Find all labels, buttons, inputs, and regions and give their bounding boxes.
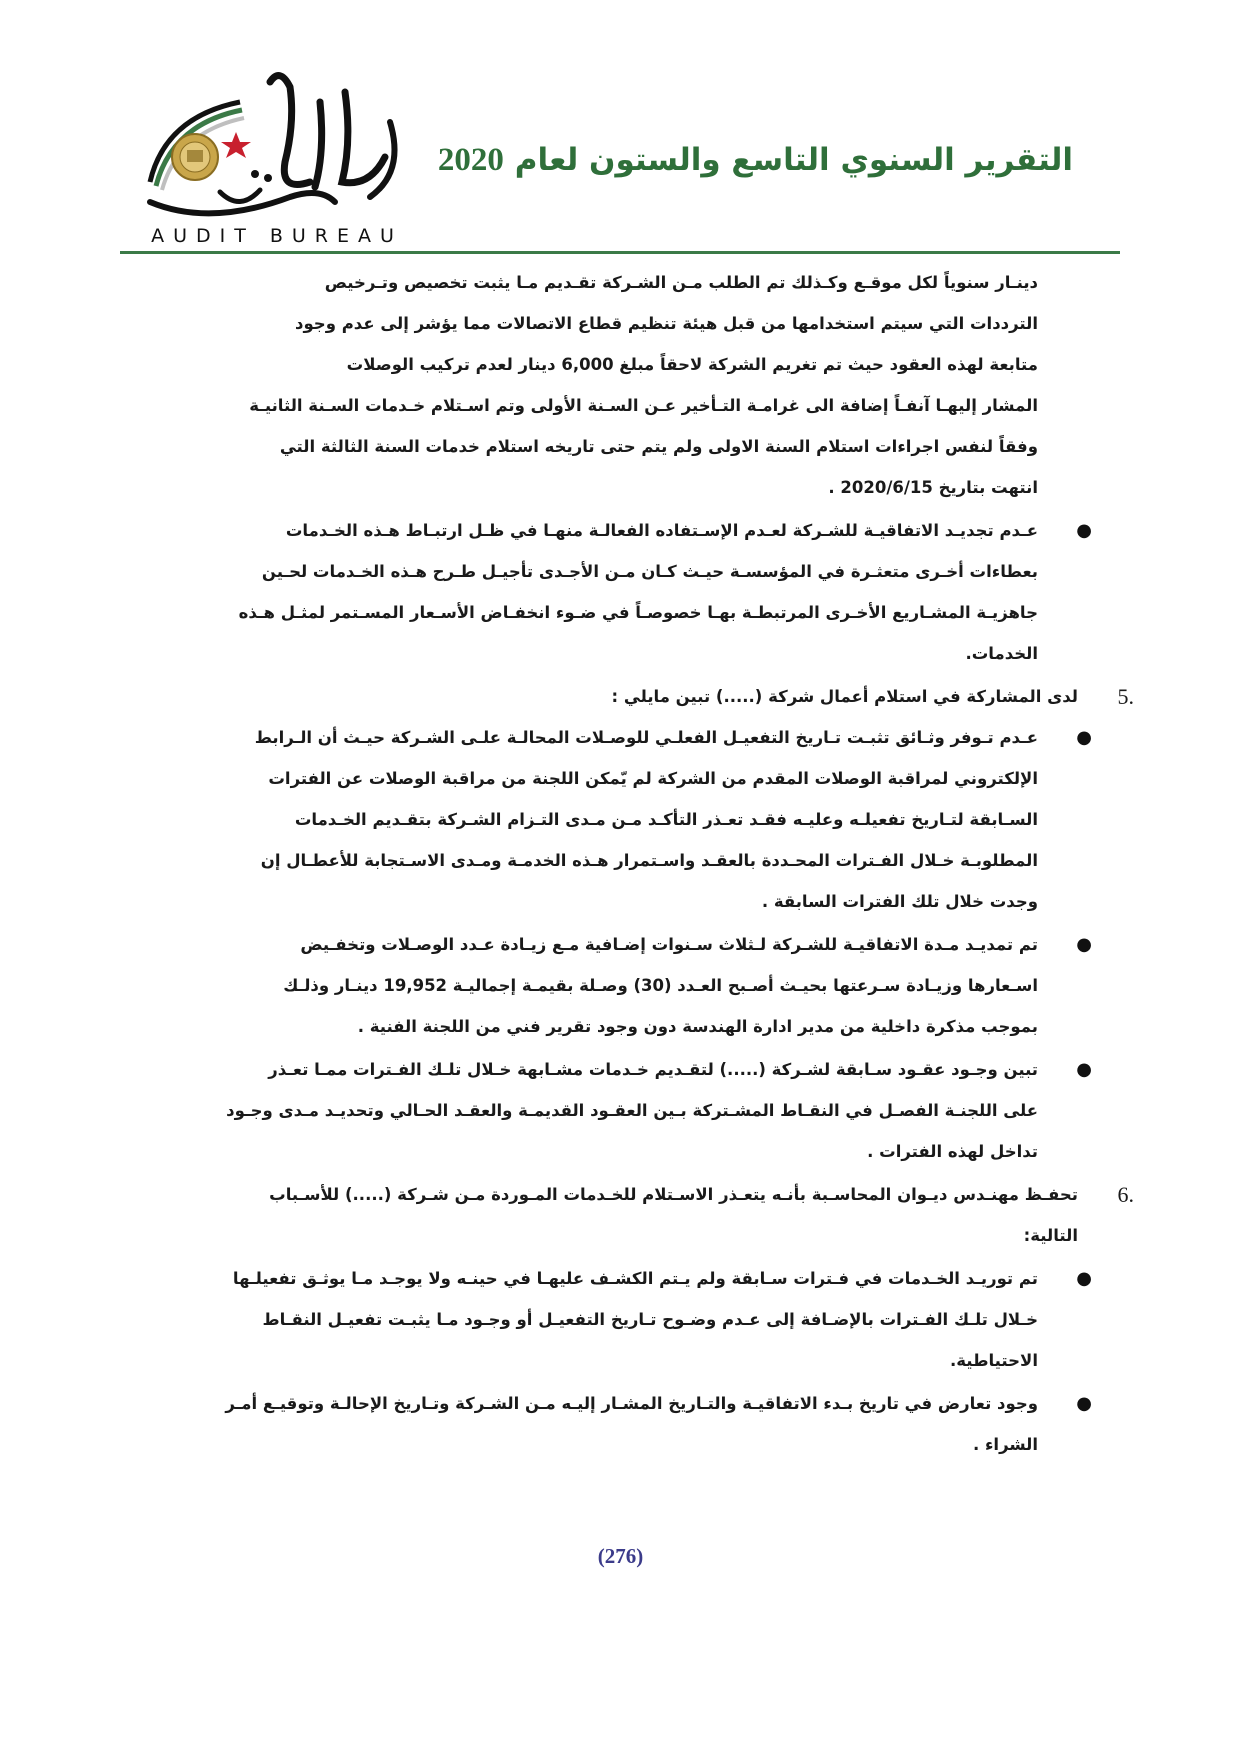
text-line: تبين وجـود عقـود سـابقة لشـركة (.....) لتقـديم خـدمات مشـابهة خـلال تلـك الفـترات ممـا تعـذر [268, 1060, 1038, 1079]
text-line: الشراء . [972, 1435, 1038, 1454]
audit-bureau-logo [120, 62, 420, 252]
text-line: التالية: [1023, 1226, 1078, 1245]
text-line: وفقاً لنفس اجراءات استلام السنة الاولى ولم يتم حتى تاريخه استلام خدمات السنة الثالثة التي [279, 437, 1038, 456]
text-line: تداخل لهذه الفترات . [867, 1142, 1038, 1161]
list-item [150, 1383, 1092, 1465]
text-line: وجدت خلال تلك الفترات السابقة . [761, 892, 1038, 911]
list-item-text [150, 1049, 1038, 1172]
bullet-icon: ● [1076, 1059, 1092, 1080]
report-title-text: التقرير السنوي التاسع والستون لعام [514, 142, 1073, 178]
report-title [438, 142, 1073, 179]
bullet-icon: ● [1076, 727, 1092, 748]
item-heading: لدى المشاركة في استلام أعمال شركة (.....) تبين مايلي : [611, 687, 1078, 706]
text-line: اسـعارها وزيـادة سـرعتها بحيـث أصـبح العـدد (30) وصـلة بقيمـة إجماليـة 19,952 دينـار وذلـك [283, 976, 1038, 995]
text-line: الإلكتروني لمراقبة الوصلات المقدم من الشركة لم يّمكن اللجنة من مراقبة الوصلات عن الفترات [268, 769, 1038, 788]
bullet-icon: ● [1076, 520, 1092, 541]
text-line: تحفـظ مهنـدس ديـوان المحاسـبة بأنـه يتعـذر الاسـتلام للخـدمات المـوردة مـن شـركة (.....) للأسـباب [269, 1185, 1078, 1204]
text-line: بعطاءات أخـرى متعثـرة في المؤسسـة حيـث كـان مـن الأجـدى تأجيـل طـرح هـذه الخـدمات لحـين [261, 562, 1038, 581]
list-item-text [150, 717, 1038, 922]
text-line: وجود تعارض في تاريخ بـدء الاتفاقيـة والتـاريخ المشـار إليـه مـن الشـركة وتـاريخ الإحالـة وتوقيـع أمـر [225, 1394, 1038, 1413]
bullet-icon: ● [1076, 1393, 1092, 1414]
item-heading [150, 1174, 1078, 1256]
text-line: تم توريـد الخـدمات في فـترات سـابقة ولم يـتم الكشـف عليهـا في حينـه ولا يوجـد مـا يوثـق تفعيلـها [232, 1269, 1038, 1288]
text-line: عـدم تجديـد الاتفاقيـة للشـركة لعـدم الإسـتفاده الفعالـة منهـا في ظـل ارتبـاط هـذه الخـدمات [285, 521, 1038, 540]
logo-emblem-icon [120, 62, 420, 252]
list-item [150, 1049, 1092, 1172]
page-number: (276) [597, 1544, 644, 1568]
item-number: 6. [1117, 1182, 1134, 1207]
page-header [0, 0, 1241, 262]
text-line: خـلال تلـك الفـترات بالإضـافة إلى عـدم وضـوح تـاريخ التفعيـل أو وجـود مـا يثبـت تفعيـل النقـاط [262, 1310, 1038, 1329]
text-line: السـابقة لتـاريخ تفعيلـه وعليـه فقـد تعـذر التأكـد مـن مـدى التـزام الشـركة بتقـديم الخـدمات [294, 810, 1038, 829]
text-line: بموجب مذكرة داخلية من مدير ادارة الهندسة دون وجود تقرير فني من اللجنة الفنية . [357, 1017, 1038, 1036]
text-line: عـدم تـوفر وثـائق تثبـت تـاريخ التفعيـل الفعلـي للوصـلات المحالـة علـى الشـركة حيـث أن الـرابط [254, 728, 1038, 747]
list-item-text [150, 1258, 1038, 1381]
text-line: انتهت بتاريخ 2020/6/15 . [828, 478, 1038, 497]
text-line: تم تمديـد مـدة الاتفاقيـة للشـركة لـثلاث سـنوات إضـافية مـع زيـادة عـدد الوصـلات وتخفـيض [300, 935, 1038, 954]
header-divider [120, 251, 1120, 254]
list-item-text [150, 924, 1038, 1047]
text-line: جاهزيـة المشـاريع الأخـرى المرتبطـة بهـا خصوصـاً في ضـوء انخفـاض الأسـعار المسـتمر لمثـل هـذه [238, 603, 1038, 622]
logo-caption: AUDIT BUREAU [151, 225, 403, 247]
text-line: متابعة لهذه العقود حيث تم تغريم الشركة لاحقاً مبلغ 6,000 دينار لعدم تركيب الوصلات [346, 355, 1038, 374]
list-item [150, 924, 1092, 1047]
list-item-text [150, 510, 1038, 674]
text-line: دينـار سنوياً لكل موقـع وكـذلك تم الطلب مـن الشـركة تقـديم مـا يثبت تخصيص وتـرخيص [324, 273, 1038, 292]
list-item [150, 717, 1092, 922]
item-number: 5. [1117, 684, 1134, 709]
report-year: 2020 [437, 142, 504, 178]
document-body [150, 262, 1134, 1465]
list-item [150, 510, 1092, 674]
numbered-item-6 [150, 1174, 1134, 1256]
text-line: الاحتياطية. [949, 1351, 1038, 1370]
list-item [150, 1258, 1092, 1381]
intro-paragraph [150, 262, 1038, 508]
text-line: الخدمات. [965, 644, 1038, 663]
text-line: المشار إليهـا آنفـاً إضافة الى غرامـة التـأخير عـن السـنة الأولى وتم اسـتلام خـدمات السـنة الثانيـة [249, 396, 1038, 415]
bullet-icon: ● [1076, 1268, 1092, 1289]
bullet-icon: ● [1076, 934, 1092, 955]
text-line: المطلوبـة خـلال الفـترات المحـددة بالعقـد واسـتمرار هـذه الخدمـة ومـدى الاسـتجابة للأعطـال إن [260, 851, 1038, 870]
list-item-text [150, 1383, 1038, 1465]
numbered-item-5 [150, 676, 1134, 717]
text-line: الترددات التي سيتم استخدامها من قبل هيئة تنظيم قطاع الاتصالات مما يؤشر إلى عدم وجود [295, 314, 1038, 333]
text-line: على اللجنـة الفصـل في النقـاط المشـتركة بـين العقـود القديمـة والعقـد الحـالي وتحديـد مـدى وجـود [226, 1101, 1038, 1120]
